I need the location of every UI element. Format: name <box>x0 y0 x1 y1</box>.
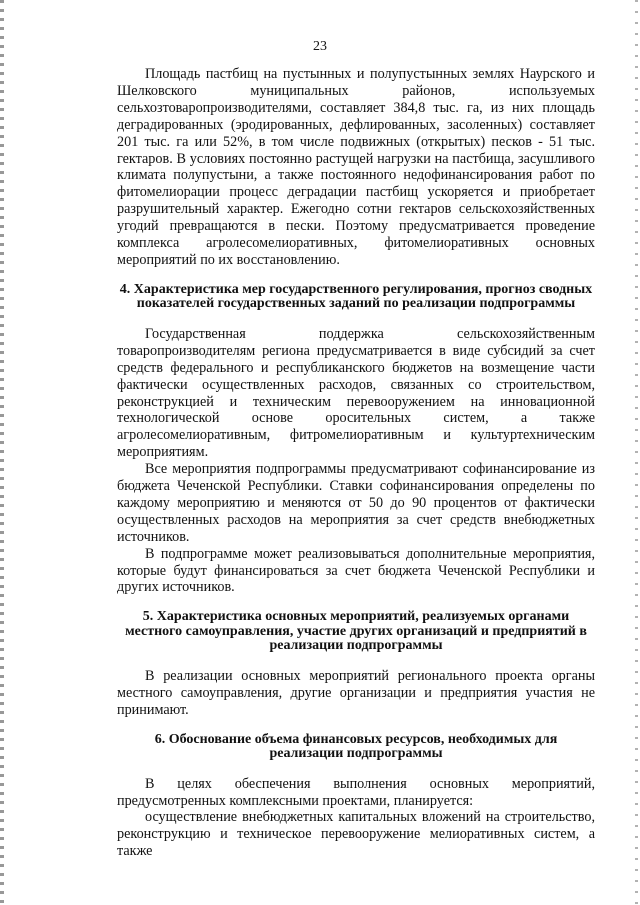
document-body <box>117 66 595 860</box>
section-4-paragraph: Все мероприятия подпрограммы предусматривают софинансирование из бюджета Чеченской Республики. Ставки софинансирования определены по каждому мероприятию и меняются от 50 до 90 процентов от фактически осуществленных расходов на мероприятия за счет средств внебюджетных источников. <box>117 461 595 545</box>
section-4-heading: 4. Характеристика мер государственного регулирования, прогноз сводных показателей государственных заданий по реализации подпрограммы <box>119 281 593 312</box>
page-number: 23 <box>313 39 327 54</box>
section-6-heading: 6. Обоснование объема финансовых ресурсов, необходимых для реализации подпрограммы <box>154 731 558 762</box>
section-4-paragraph: В подпрограмме может реализовываться дополнительные мероприятия, которые будут финансироваться за счет бюджета Чеченской Республики и других источников. <box>117 545 595 596</box>
scan-edge-left <box>0 0 4 905</box>
section-5-paragraph: В реализации основных мероприятий регионального проекта органы местного самоуправления, другие организации и предприятия участия не принимают. <box>117 667 595 718</box>
scan-edge-right <box>635 0 638 905</box>
section-6-paragraph: осуществление внебюджетных капитальных вложений на строительство, реконструкцию и техническое перевооружение мелиоративных систем, а также <box>117 809 595 860</box>
intro-paragraph: Площадь пастбищ на пустынных и полупустынных землях Наурского и Шелковского муниципальных районов, используемых сельхозтоваропроизводителями, составляет 384,8 тыс. га, из них площадь деградированных (эродированных, дефлированных, засоленных) составляет 201 тыс. га или 52%, в том числе подвижных (открытых) песков - 51 тыс. гектаров. В условиях постоянно растущей нагрузки на пастбища, засушливого климата полупустыни, а также постоянного недофинансирования работ по фитомелиорации процесс деградации пастбищ ускоряется и приобретает разрушительный характер. Ежегодно сотни гектаров сельскохозяйственных угодий превращаются в пески. Поэтому предусматривается проведение комплекса агролесомелиоративных, фитомелиоративных основных мероприятий по их восстановлению. <box>117 66 595 268</box>
section-6-paragraph: В целях обеспечения выполнения основных мероприятий, предусмотренных комплексными проектами, планируется: <box>117 775 595 809</box>
section-4-paragraph: Государственная поддержка сельскохозяйственным товаропроизводителям региона предусматривается в виде субсидий за счет средств федерального и республиканского бюджетов на возмещение части фактически осуществленных расходов, связанных со строительством, реконструкцией и техническим перевооружением на инновационной технологической основе оросительных систем, а также агролесомелиоративным, фитромелиоративным и культуртехническим мероприятиям. <box>117 325 595 461</box>
section-5-heading: 5. Характеристика основных мероприятий, реализуемых органами местного самоуправления, участие других организаций и предприятий в реализации подпрограммы <box>125 609 587 654</box>
